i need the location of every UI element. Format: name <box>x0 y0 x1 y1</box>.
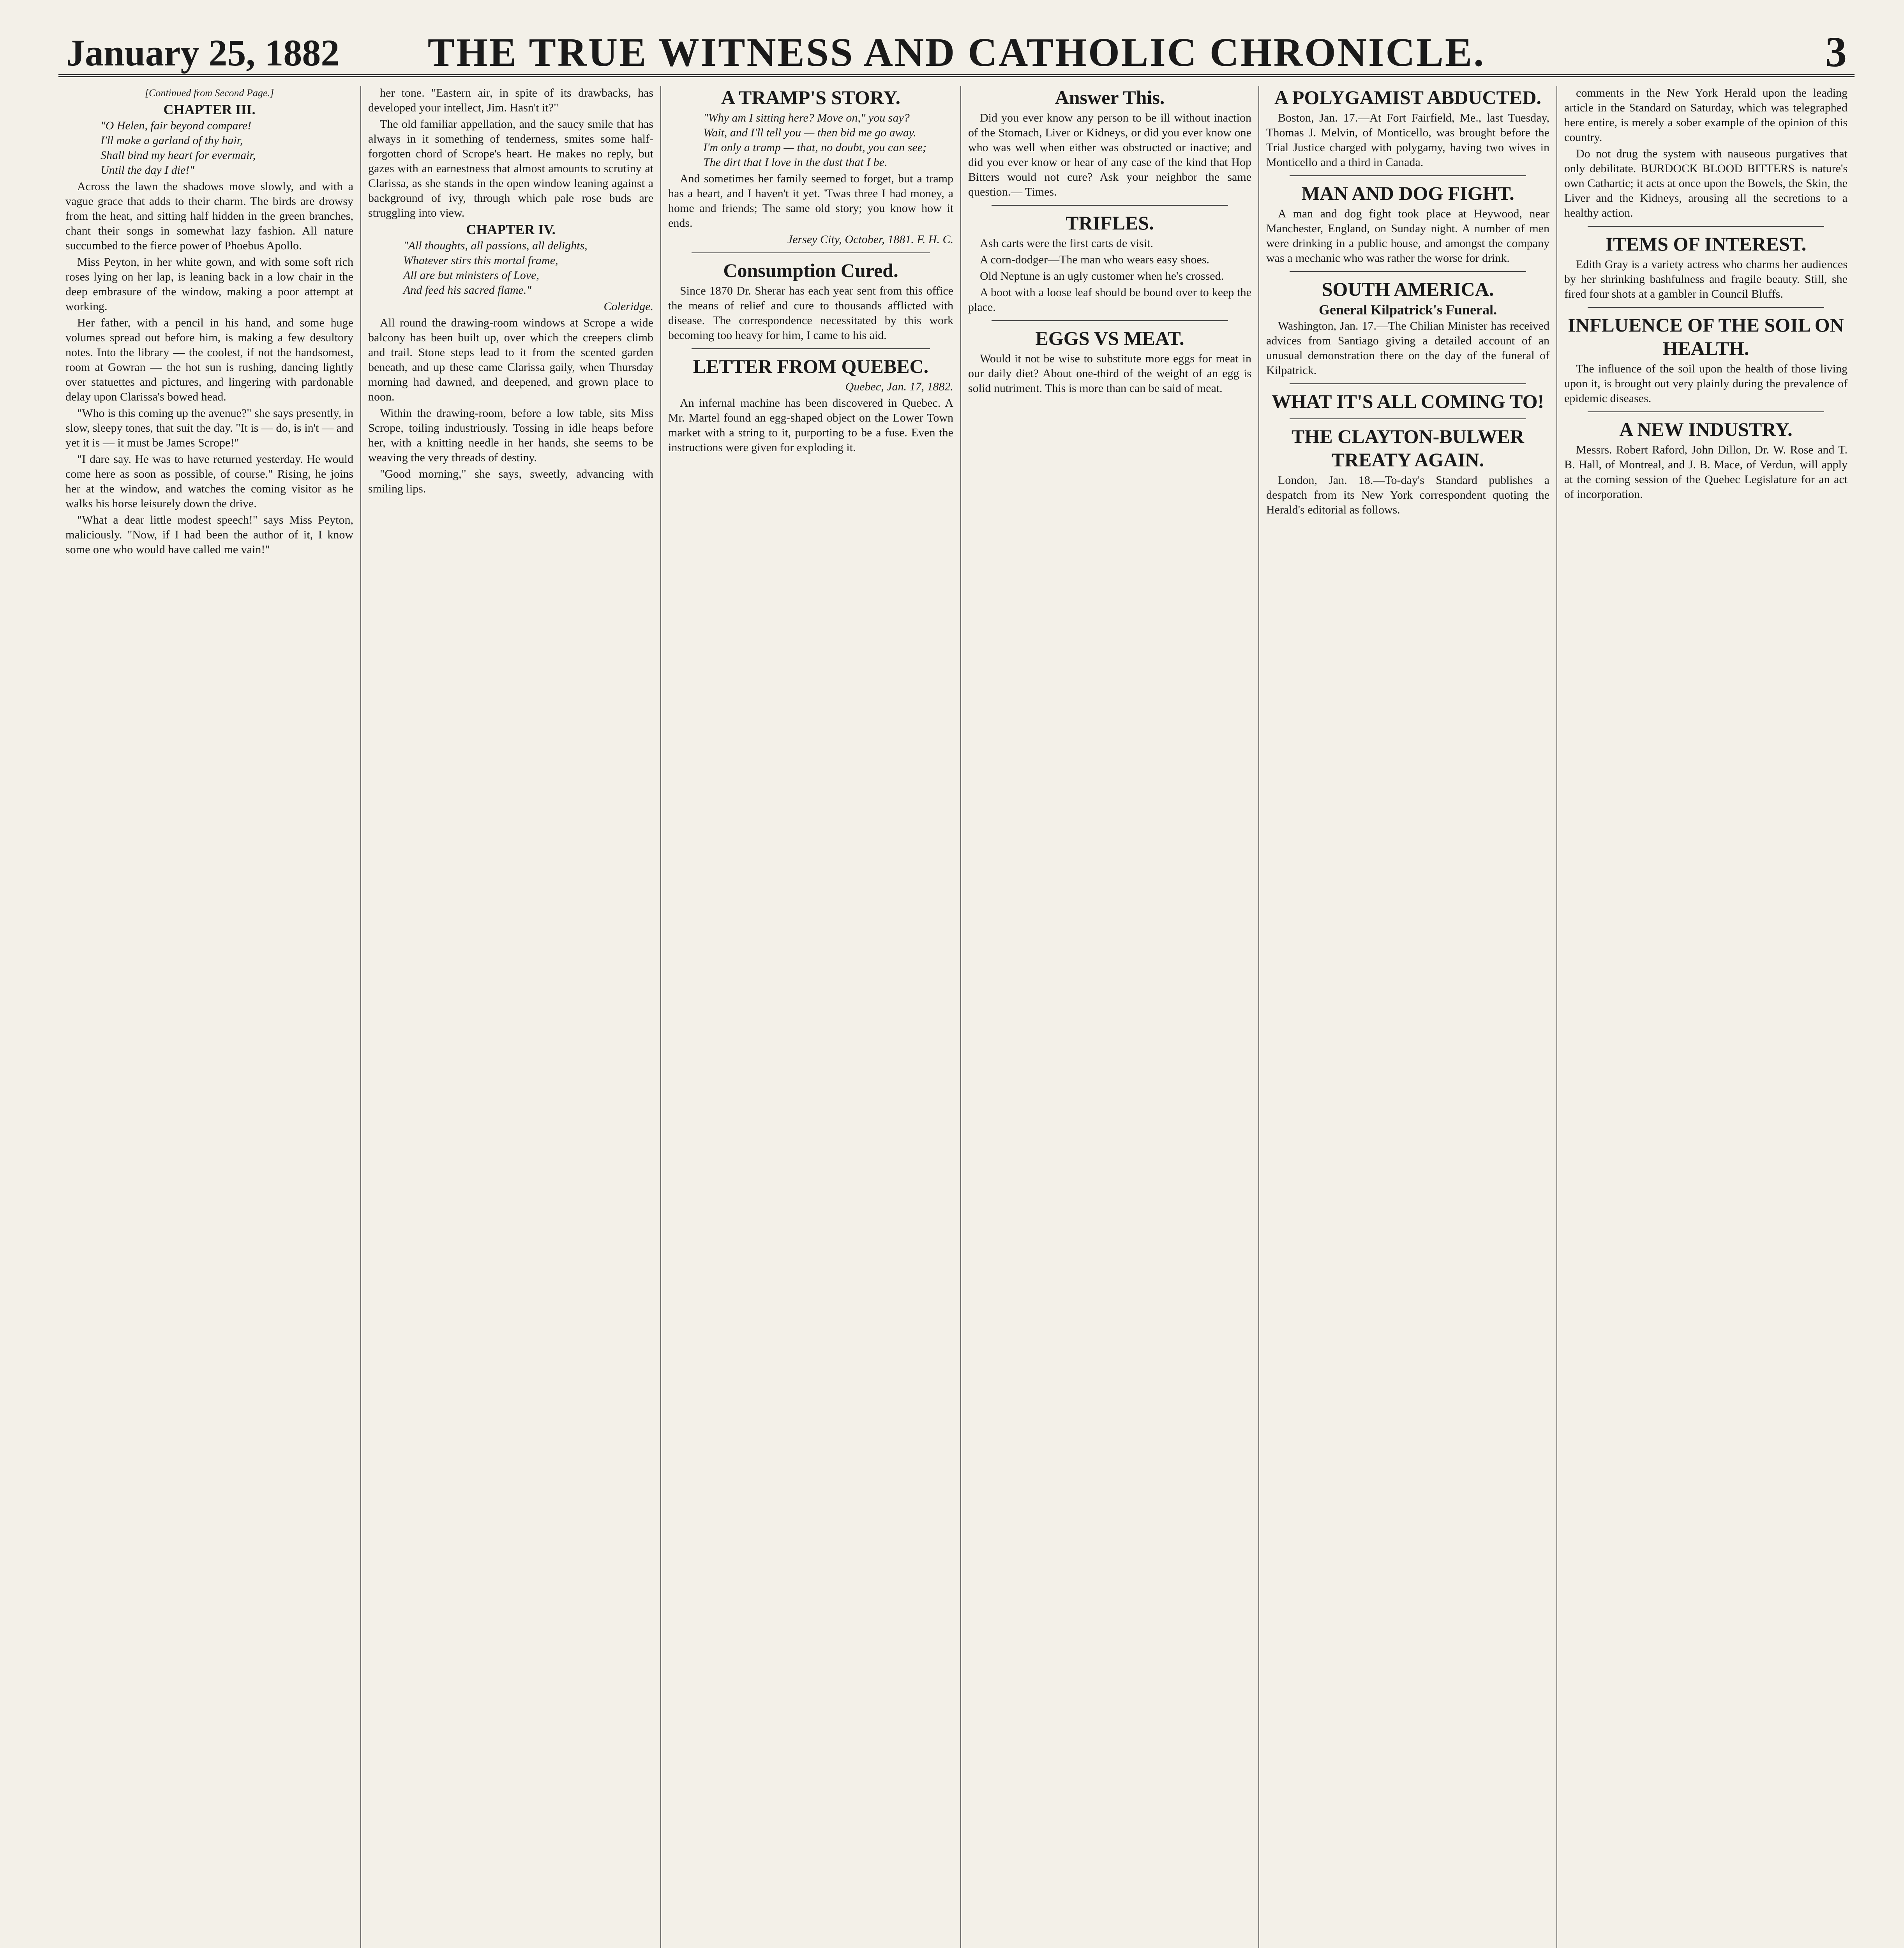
column-4 <box>960 86 1258 1948</box>
paragraph: Edith Gray is a variety actress who charms her audiences by her shrinking bashfulness and fragile beauty. Still, she fired four shots at a gambler in Council Bluffs. <box>1564 258 1848 300</box>
column-5 <box>1258 86 1556 1948</box>
newspaper-page <box>58 23 1855 1948</box>
paragraph: Miss Peyton, in her white gown, and with some soft rich roses lying on her lap, is leaning back in a low chair in the deep embrasure of the window, making a poor attempt at working. <box>65 256 353 313</box>
article-headline: A POLYGAMIST ABDUCTED. <box>1274 86 1541 108</box>
divider <box>992 320 1228 321</box>
divider <box>1290 418 1526 419</box>
paragraph: Boston, Jan. 17.—At Fort Fairfield, Me., last Tuesday, Thomas J. Melvin, of Monticello, was brought before the Trial Justice charged with polygamy, having two wives in Monticello and a third in Canada. <box>1266 111 1549 169</box>
divider <box>1290 383 1526 384</box>
article-headline: Consumption Cured. <box>723 259 898 281</box>
continued-note: [Continued from Second Page.] <box>145 87 274 99</box>
verse: "O Helen, fair beyond compare! I'll make a garland of thy hair, Shall bind my heart for evermair, Until the day I die!" <box>101 119 256 176</box>
columns <box>58 86 1855 1948</box>
masthead <box>58 23 1855 77</box>
divider <box>992 205 1228 206</box>
paragraph: Washington, Jan. 17.—The Chilian Minister has received advices from Santiago giving a detailed account of an unusual demonstration there on the day of the funeral of Kilpatrick. <box>1266 319 1549 377</box>
article-headline: THE CLAYTON-BULWER TREATY AGAIN. <box>1292 425 1524 471</box>
paragraph: The influence of the soil upon the health of those living upon it, is brought out very plainly during the prevalence of epidemic diseases. <box>1564 362 1848 405</box>
article-headline: A NEW INDUSTRY. <box>1619 418 1793 440</box>
paragraph: A corn-dodger—The man who wears easy shoes. <box>980 253 1209 266</box>
paragraph: her tone. "Eastern air, in spite of its drawbacks, has developed your intellect, Jim. Hasn't it?" <box>368 86 653 114</box>
paragraph: "I dare say. He was to have returned yesterday. He would come here as soon as possible, of course." Rising, he joins her at the window, and watches the coming visitor as he walks his horse leisurely down the drive. <box>65 453 353 510</box>
paragraph: Ash carts were the first carts de visit. <box>980 237 1153 250</box>
article-headline: MAN AND DOG FIGHT. <box>1301 182 1514 204</box>
divider <box>1588 226 1824 227</box>
paragraph: Old Neptune is an ugly customer when he's crossed. <box>980 270 1224 282</box>
paragraph: And sometimes her family seemed to forget, but a tramp has a heart, and I haven't it yet. 'Twas three I had money, a home and friends; The same old story; you know how it ends. <box>668 172 953 229</box>
divider <box>1290 175 1526 176</box>
verse-attribution: Coleridge. <box>603 300 653 313</box>
issue-date: January 25, 1882 <box>66 32 340 74</box>
divider <box>1588 411 1824 412</box>
article-headline: ITEMS OF INTEREST. <box>1605 233 1807 255</box>
article-headline: A TRAMP'S STORY. <box>721 86 900 108</box>
newspaper-title: THE TRUE WITNESS AND CATHOLIC CHRONICLE. <box>427 30 1486 75</box>
paragraph: A man and dog fight took place at Heywood, near Manchester, England, on Sunday night. A number of men were drinking in a public house, and amongst the company was a mechanic who was rather the worse for drink. <box>1266 207 1549 265</box>
paragraph: Within the drawing-room, before a low table, sits Miss Scrope, toiling industriously. Tossing in idle heaps before her, with a knitting needle in her hands, she seems to be weaving the very threads of destiny. <box>368 407 653 464</box>
verse: "All thoughts, all passions, all delights, Whatever stirs this mortal frame, All are but ministers of Love, And feed his sacred flame." <box>403 239 588 296</box>
verse: "Why am I sitting here? Move on," you say? Wait, and I'll tell you — then bid me go away. I'm only a tramp — that, no doubt, you can see; The dirt that I love in the dust that I be. <box>703 111 927 169</box>
paragraph: An infernal machine has been discovered in Quebec. A Mr. Martel found an egg-shaped object on the Lower Town market with a string to it, purporting to be a fuse. Even the instructions were given for exploding it. <box>668 397 953 454</box>
divider <box>1588 307 1824 308</box>
article-subhead: General Kilpatrick's Funeral. <box>1319 302 1497 318</box>
article-headline: EGGS VS MEAT. <box>1035 327 1184 349</box>
signature: Jersey City, October, 1881. F. H. C. <box>787 233 953 246</box>
paragraph: "Who is this coming up the avenue?" she says presently, in slow, sleepy tones, that suit the day. "It is — do, is in't — and yet it is — it must be James Scrope!" <box>65 407 353 449</box>
paragraph: Across the lawn the shadows move slowly, and with a vague grace that adds to their charm. The birds are drowsy from the heat, and sitting half hidden in the green branches, chant their songs in somewhat lazy fashion. All nature succumbed to the fierce power of Phoebus Apollo. <box>65 180 353 252</box>
paragraph: Her father, with a pencil in his hand, and some huge volumes spread out before him, is making a few desultory notes. Into the library — the coolest, if not the handsomest, room at Gowran — the hot sun is rushing, dancing lightly over statuettes and pictures, and lingering with pardonable delay upon Clarissa's bowed head. <box>65 316 353 403</box>
dateline: Quebec, Jan. 17, 1882. <box>845 380 953 393</box>
column-2 <box>360 86 660 1948</box>
article-headline: Answer This. <box>1055 86 1165 108</box>
article-headline: SOUTH AMERICA. <box>1322 278 1494 300</box>
paragraph: Did you ever know any person to be ill without inaction of the Stomach, Liver or Kidneys, or did you ever know one who was well when either was obstructed or inactive; and did you ever know or hear of any case of the kind that Hop Bitters would not cure? Ask your neighbor the same question.— Times. <box>968 111 1251 198</box>
paragraph: London, Jan. 18.—To-day's Standard publishes a despatch from its New York correspondent quoting the Herald's editorial as follows. <box>1266 474 1549 516</box>
paragraph: A boot with a loose leaf should be bound over to keep the place. <box>968 286 1251 314</box>
chapter-heading: CHAPTER IV. <box>466 222 556 237</box>
divider <box>692 252 930 253</box>
column-1 <box>58 86 360 1948</box>
paragraph: Would it not be wise to substitute more eggs for meat in our daily diet? About one-third of the weight of an egg is solid nutriment. This is more than can be said of meat. <box>968 352 1251 395</box>
chapter-heading: CHAPTER III. <box>163 102 256 117</box>
paragraph: Since 1870 Dr. Sherar has each year sent from this office the means of relief and cure to thousands afflicted with disease. The correspondence necessitated by this work becoming too heavy for him, I came to his aid. <box>668 284 953 342</box>
paragraph: comments in the New York Herald upon the leading article in the Standard on Saturday, which was telegraphed here entire, is merely a sober example of the opinion of this country. <box>1564 86 1848 144</box>
article-headline: LETTER FROM QUEBEC. <box>693 355 929 377</box>
divider <box>692 348 930 349</box>
article-headline: INFLUENCE OF THE SOIL ON HEALTH. <box>1568 314 1844 359</box>
paragraph: All round the drawing-room windows at Scrope a wide balcony has been built up, over which the creepers climb and trail. Stone steps lead to it from the scented garden beneath, and up these came Clarissa gaily, when Thursday morning had dawned, and deepened, and grown place to noon. <box>368 316 653 403</box>
paragraph: The old familiar appellation, and the saucy smile that has always in it something of tenderness, smites some half-forgotten chord of Scrope's heart. He makes no reply, but gazes with an earnestness that almost amounts to scrutiny at Clarissa, as she stands in the open window leaning against a background of ivy, through which pale rose buds are struggling into view. <box>368 118 653 219</box>
paragraph: "What a dear little modest speech!" says Miss Peyton, maliciously. "Now, if I had been the author of it, I know some one who would have called me vain!" <box>65 513 353 556</box>
article-headline: TRIFLES. <box>1066 212 1154 234</box>
column-6 <box>1556 86 1855 1948</box>
page-number: 3 <box>1825 28 1847 76</box>
article-headline: WHAT IT'S ALL COMING TO! <box>1271 390 1544 412</box>
paragraph: Do not drug the system with nauseous purgatives that only debilitate. BURDOCK BLOOD BITTERS is nature's own Cathartic; it acts at once upon the Bowels, the Skin, the Liver and the Kidneys, arousing all the secretions to a healthy action. <box>1564 147 1848 219</box>
divider <box>1290 271 1526 272</box>
paragraph: "Good morning," she says, sweetly, advancing with smiling lips. <box>368 468 653 495</box>
column-3 <box>660 86 960 1948</box>
paragraph: Messrs. Robert Raford, John Dillon, Dr. W. Rose and T. B. Hall, of Montreal, and J. B. Mace, of Verdun, will apply at the coming session of the Quebec Legislature for an act of incorporation. <box>1564 443 1848 501</box>
